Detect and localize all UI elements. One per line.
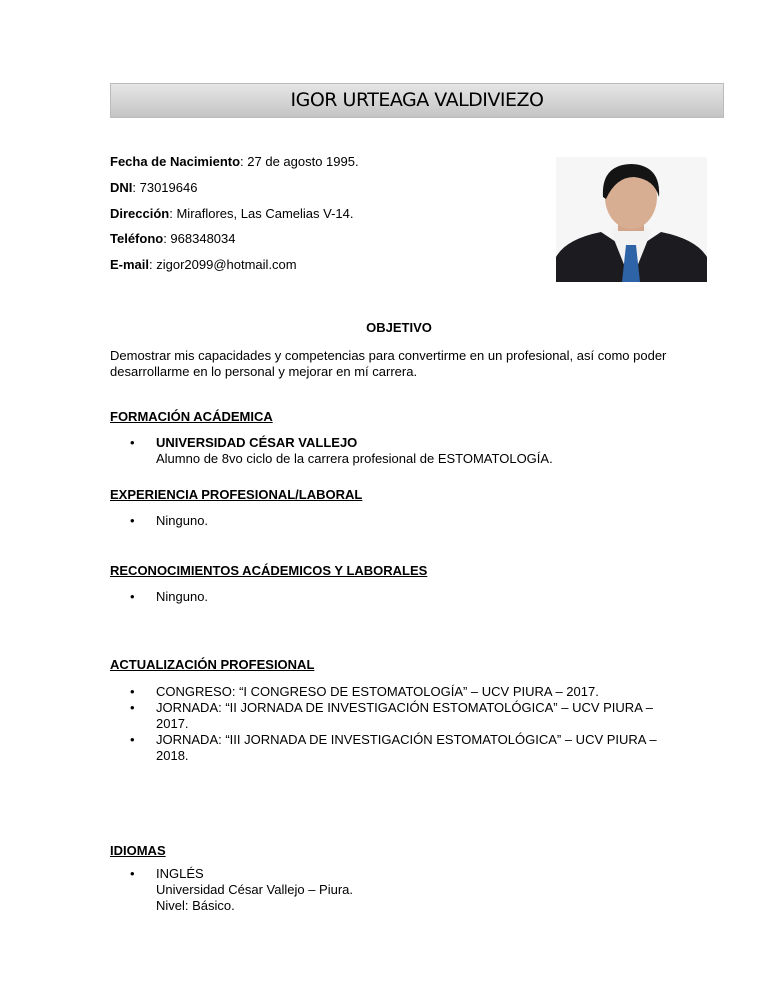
label: Teléfono <box>110 231 164 246</box>
experience-heading: EXPERIENCIA PROFESIONAL/LABORAL <box>110 487 363 502</box>
experience-item: Ninguno. <box>156 513 209 528</box>
training-item: JORNADA: “II JORNADA DE INVESTIGACIÓN ESTOMATOLÓGICA” – UCV PIURA – <box>156 700 653 715</box>
bullet: • <box>130 866 135 881</box>
value: : 968348034 <box>163 231 236 246</box>
value: : 27 de agosto 1995. <box>240 154 359 169</box>
label: DNI <box>110 180 133 195</box>
name-banner: IGOR URTEAGA VALDIVIEZO <box>110 83 724 118</box>
profile-photo <box>556 157 707 282</box>
label: Fecha de Nacimiento <box>110 154 241 169</box>
awards-item: Ninguno. <box>156 589 209 604</box>
phone-row <box>110 231 236 247</box>
bullet: • <box>130 684 135 699</box>
education-detail: Alumno de 8vo ciclo de la carrera profesional de ESTOMATOLOGÍA. <box>156 451 553 466</box>
objective-line: Demostrar mis capacidades y competencias para convertirme en un profesional, así como poder <box>110 348 667 363</box>
language-name: INGLÉS <box>156 866 204 881</box>
training-heading: ACTUALIZACIÓN PROFESIONAL <box>110 657 315 672</box>
training-item-cont: 2017. <box>156 716 189 731</box>
label: Dirección <box>110 206 170 221</box>
value: : zigor2099@hotmail.com <box>149 257 297 272</box>
bullet: • <box>130 700 135 715</box>
education-institution: UNIVERSIDAD CÉSAR VALLEJO <box>156 435 358 450</box>
dni-row <box>110 180 197 196</box>
training-item: JORNADA: “III JORNADA DE INVESTIGACIÓN ESTOMATOLÓGICA” – UCV PIURA – <box>156 732 657 747</box>
language-level: Nivel: Básico. <box>156 898 235 913</box>
objective-line: desarrollarme en lo personal y mejorar en mí carrera. <box>110 364 418 379</box>
bullet: • <box>130 435 135 450</box>
languages-heading: IDIOMAS <box>110 843 166 858</box>
label: E-mail <box>110 257 150 272</box>
bullet: • <box>130 513 135 528</box>
language-institution: Universidad César Vallejo – Piura. <box>156 882 354 897</box>
training-item: CONGRESO: “I CONGRESO DE ESTOMATOLOGÍA” – UCV PIURA – 2017. <box>156 684 599 699</box>
awards-heading: RECONOCIMIENTOS ACÁDEMICOS Y LABORALES <box>110 563 428 578</box>
education-heading: FORMACIÓN ACÁDEMICA <box>110 409 273 424</box>
bullet: • <box>130 589 135 604</box>
training-item-cont: 2018. <box>156 748 189 763</box>
address-row <box>110 206 353 222</box>
birthdate-row <box>110 154 359 170</box>
value: : 73019646 <box>132 180 198 195</box>
bullet: • <box>130 732 135 747</box>
value: : Miraflores, Las Camelias V-14. <box>169 206 354 221</box>
objective-heading: OBJETIVO <box>366 320 432 335</box>
email-row <box>110 257 297 273</box>
